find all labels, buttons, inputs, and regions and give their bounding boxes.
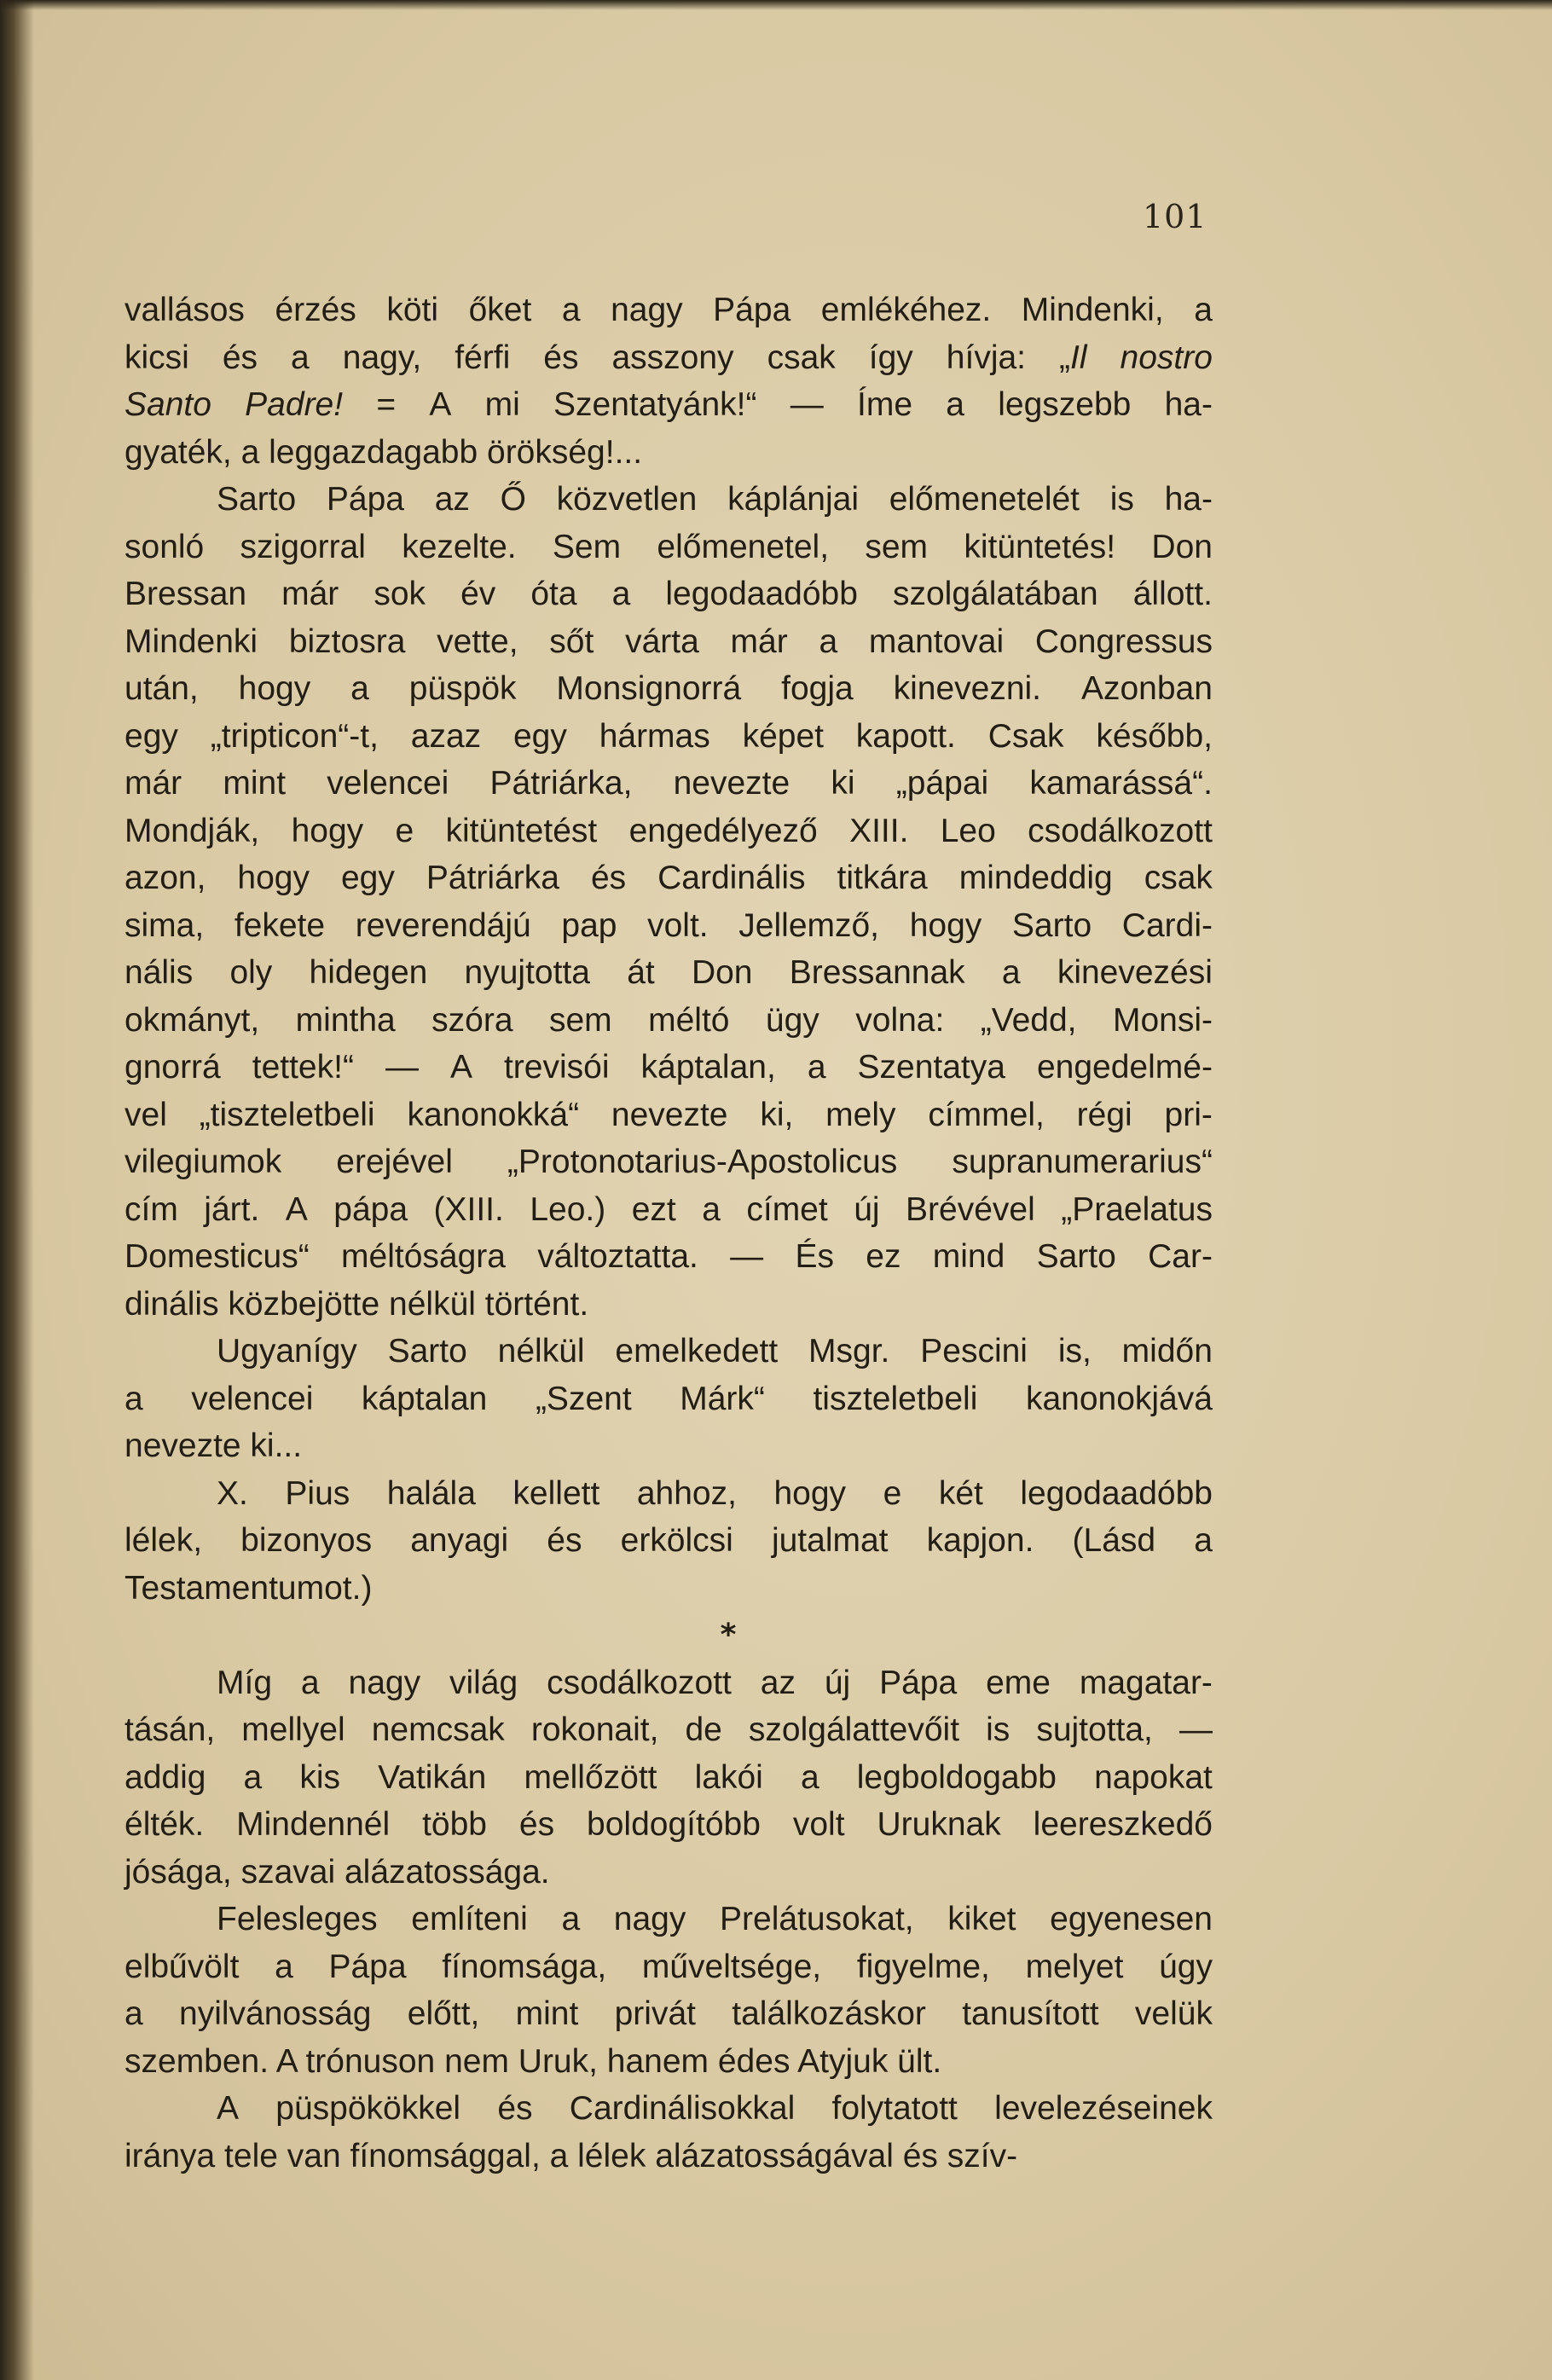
- paragraph: [125, 2085, 1213, 2180]
- text-line: egy „tripticon“-t, azaz egy hármas képet kapott. Csak később,: [125, 717, 1213, 755]
- text-line: Domesticus“ méltóságra változtatta. — És ez mind Sarto Car-: [125, 1238, 1213, 1275]
- text-line: iránya tele van fínomsággal, a lélek alázatosságával és szív-: [125, 2137, 1018, 2174]
- text-line: dinális közbejötte nélkül történt.: [125, 1285, 589, 1323]
- text-line: szemben. A trónuson nem Uruk, hanem édes Atyjuk ült.: [125, 2042, 942, 2080]
- paragraph: [125, 1896, 1213, 2085]
- text-line: Mondják, hogy e kitüntetést engedélyező XIII. Leo csodálkozott: [125, 812, 1213, 849]
- text-line: vilegiumok erejével „Protonotarius-Apostolicus supranumerarius“: [125, 1144, 1213, 1180]
- text-line: A püspökökkel és Cardinálisokkal folytatott levelezéseinek: [217, 2090, 1213, 2127]
- page-number: 101: [1143, 198, 1207, 235]
- text-line: elbűvölt a Pápa fínomsága, műveltsége, figyelme, melyet úgy: [125, 1948, 1213, 1985]
- paragraph: [125, 1328, 1213, 1470]
- text-line: élték. Mindennél több és boldogítóbb volt Uruknak leereszkedő: [125, 1806, 1213, 1843]
- text-line: azon, hogy egy Pátriárka és Cardinális titkára mindeddig csak: [125, 860, 1213, 896]
- text-line: Mindenki biztosra vette, sőt várta már a mantovai Congressus: [125, 623, 1213, 660]
- text-line: gyaték, a leggazdagabb örökség!...: [125, 433, 643, 471]
- text-line: sonló szigorral kezelte. Sem előmenetel, sem kitüntetés! Don: [125, 528, 1213, 565]
- text-line: tásán, mellyel nemcsak rokonait, de szolgálattevőit is sujtotta, —: [125, 1711, 1213, 1748]
- body-text: [125, 287, 1213, 2180]
- text-line: X. Pius halála kellett ahhoz, hogy e két legodaadóbb: [217, 1474, 1213, 1512]
- text-line: a nyilvánosság előtt, mint privát találkozáskor tanusított velük: [125, 1995, 1213, 2032]
- text-line: vel „tiszteletbeli kanonokká“ nevezte ki, mely címmel, régi pri-: [125, 1096, 1213, 1133]
- text-line: Míg a nagy világ csodálkozott az új Pápa eme magatar-: [217, 1664, 1213, 1701]
- paragraph: [125, 1659, 1213, 1896]
- text-line: már mint velencei Pátriárka, nevezte ki „pápai kamarássá“.: [125, 765, 1213, 802]
- text-line: addig a kis Vatikán mellőzött lakói a legboldogabb napokat: [125, 1758, 1213, 1796]
- text-line: Sarto Pápa az Ő közvetlen káplánjai előmenetelét is ha-: [217, 481, 1213, 518]
- text-line: nális oly hidegen nyujtotta át Don Bressannak a kinevezési: [125, 954, 1213, 991]
- text-line: okmányt, mintha szóra sem méltó ügy volna: „Vedd, Monsi-: [125, 1001, 1213, 1039]
- text-line: Testamentumot.): [125, 1569, 373, 1607]
- text-line: Felesleges említeni a nagy Prelátusokat, kiket egyenesen: [217, 1901, 1213, 1937]
- text-line: jósága, szavai alázatossága.: [125, 1853, 550, 1891]
- paragraph: [125, 287, 1213, 476]
- section-separator: *: [720, 1618, 737, 1653]
- text-line: után, hogy a püspök Monsignorrá fogja kinevezni. Azonban: [125, 670, 1213, 707]
- paragraph: [125, 1470, 1213, 1613]
- text-line: gnorrá tettek!“ — A trevisói káptalan, a Szentatya engedelmé-: [125, 1049, 1213, 1086]
- text-line: a velencei káptalan „Szent Márk“ tiszteletbeli kanonokjává: [125, 1380, 1213, 1417]
- page-top-edge: [0, 0, 1552, 10]
- text-line: kicsi és a nagy, férfi és asszony csak így hívja: „Il nostro: [125, 339, 1213, 376]
- text-line: nevezte ki...: [125, 1427, 303, 1464]
- text-line: vallásos érzés köti őket a nagy Pápa emlékéhez. Mindenki, a: [125, 292, 1213, 328]
- text-line: Santo Padre! = A mi Szentatyánk!“ — Íme a legszebb ha-: [125, 386, 1213, 423]
- text-line: Bressan már sok év óta a legodaadóbb szolgálatában állott.: [125, 576, 1213, 612]
- text-line: cím járt. A pápa (XIII. Leo.) ezt a címet új Brévével „Praelatus: [125, 1190, 1213, 1228]
- paragraph: [125, 476, 1213, 1328]
- text-line: lélek, bizonyos anyagi és erkölcsi jutalmat kapjon. (Lásd a: [125, 1522, 1213, 1559]
- text-line: sima, fekete reverendájú pap volt. Jellemző, hogy Sarto Cardi-: [125, 906, 1213, 944]
- page-gutter-shadow: [0, 0, 34, 2380]
- text-line: Ugyanígy Sarto nélkül emelkedett Msgr. Pescini is, midőn: [217, 1333, 1213, 1370]
